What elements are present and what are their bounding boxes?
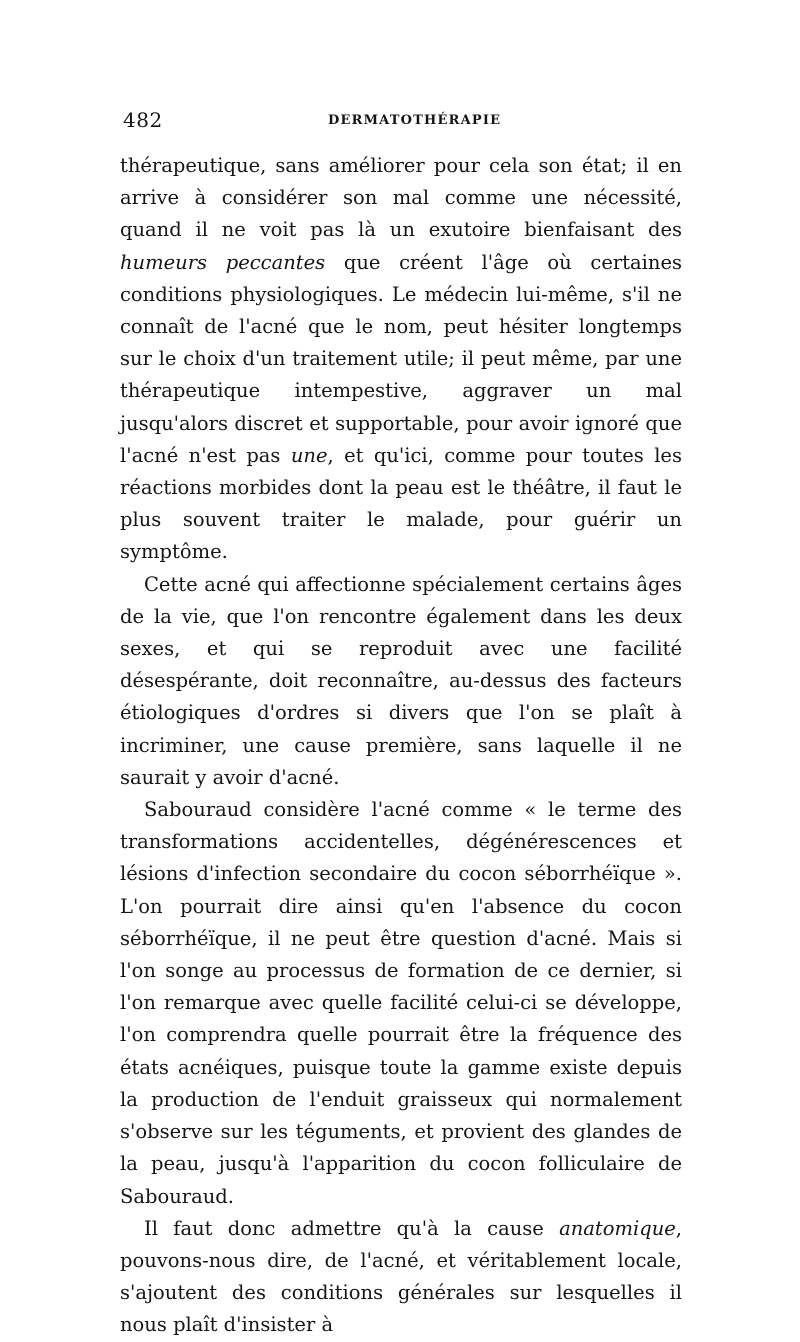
page-number: 482: [123, 108, 163, 132]
italic-term: une: [290, 443, 328, 467]
italic-term: anatomique: [559, 1216, 676, 1240]
body-text: [120, 150, 682, 1342]
paragraph: Sabouraud considère l'acné comme « le terme des transformations accidentelles, dégénérescences et lésions d'infection secondaire du cocon séborrhéïque ». L'on pourrait dire ainsi qu'en l'absence du cocon séborrhéïque, il ne peut être question d'acné. Mais si l'on songe au processus de formation de ce dernier, si l'on remarque avec quelle facilité celui-ci se développe, l'on comprendra quelle pourrait être la fréquence des états acnéiques, puisque toute la gamme existe depuis la production de l'enduit graisseux qui normalement s'observe sur les téguments, et provient des glandes de la peau, jusqu'à l'apparition du cocon folliculaire de Sabouraud.: [120, 798, 682, 1208]
text-run: Il faut donc admettre qu'à la cause: [144, 1216, 560, 1240]
text-run: , et qu'ici, comme pour toutes les réactions morbides dont la peau est le théâtre, il faut le plus souvent traiter le malade, pour guérir un symptôme.: [120, 443, 682, 564]
paragraph: Cette acné qui affectionne spécialement certains âges de la vie, que l'on rencontre également dans les deux sexes, et qui se reproduit avec une facilité désespérante, doit reconnaître, au-dessus des facteurs étiologiques d'ordres si divers que l'on se plaît à incriminer, une cause première, sans laquelle il ne saurait y avoir d'acné.: [120, 572, 682, 789]
italic-term: humeurs peccantes: [120, 250, 326, 274]
running-title: DERMATOTHÉRAPIE: [328, 113, 502, 128]
running-head: [123, 106, 681, 136]
paragraph: [120, 1213, 682, 1342]
paragraph: [120, 150, 682, 569]
text-run: que créent l'âge où certaines conditions physiologiques. Le médecin lui-même, s'il ne connaît de l'acné que le nom, peut hésiter longtemps sur le choix d'un traitement utile; il peut même, par une thérapeutique intempestive, aggraver un mal jusqu'alors discret et supportable, pour avoir ignoré que l'acné n'est pas: [120, 250, 682, 467]
text-run: , pouvons-nous dire, de l'acné, et véritablement locale, s'ajoutent des conditions générales sur lesquelles il nous plaît d'insister à: [120, 1216, 682, 1337]
text-run: thérapeutique, sans améliorer pour cela son état; il en arrive à considérer son mal comme une nécessité, quand il ne voit pas là un exutoire bienfaisant des: [120, 154, 682, 242]
